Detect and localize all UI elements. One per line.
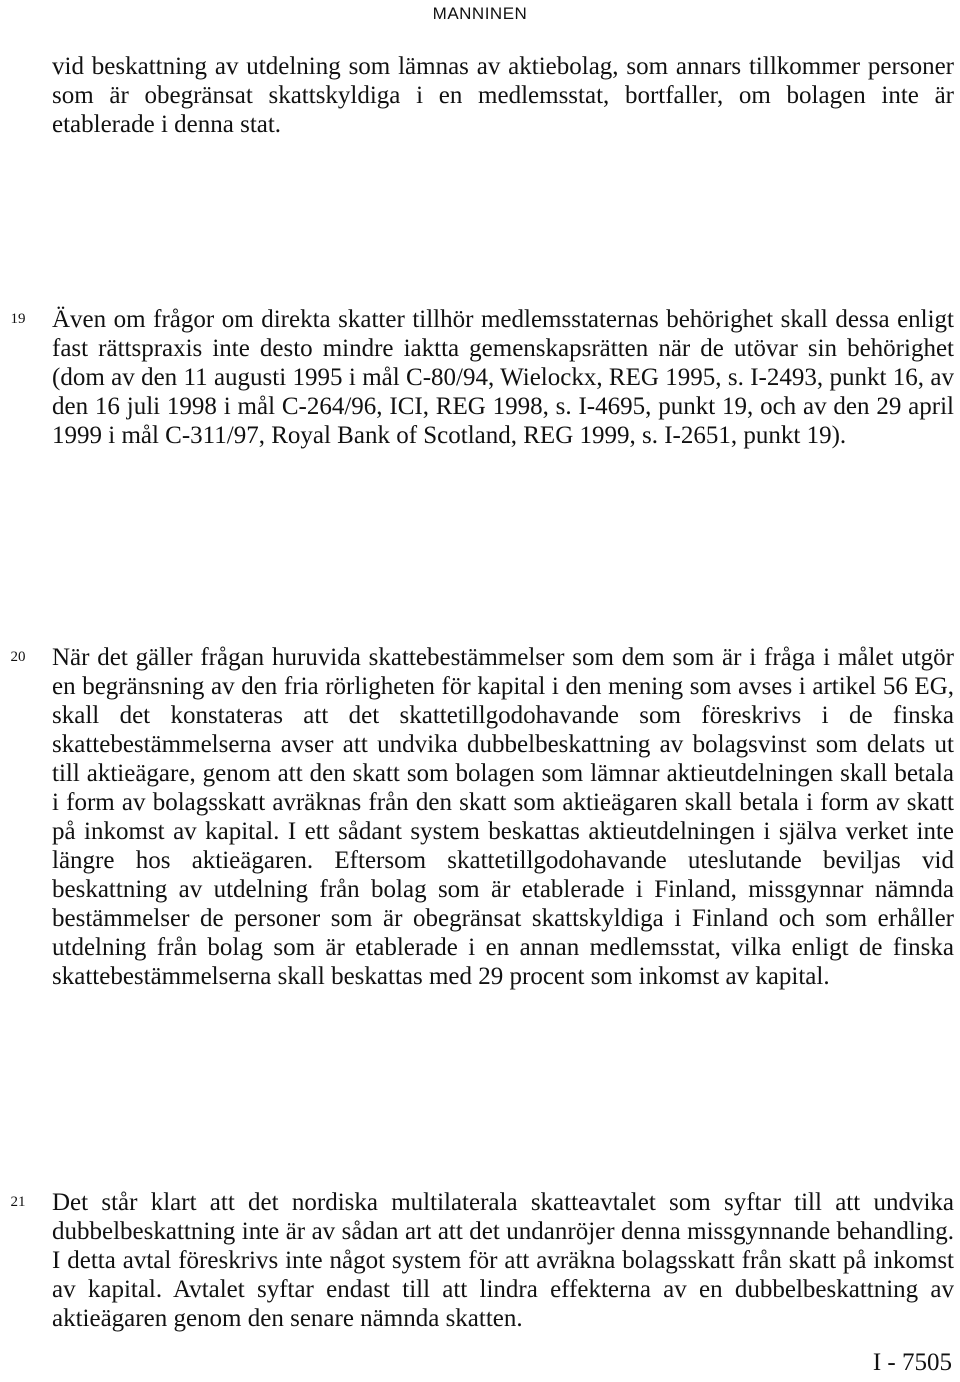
paragraph-number: 19 bbox=[10, 311, 26, 327]
paragraph-21: Det står klart att det nordiska multilaterala skatteavtalet som syftar till att undvika dubbelbeskattning inte är av sådan art att det undanröjer denna missgynnande behandling. I detta avtal föreskrivs inte något system för att avräkna bolagsskatt från skatt på inkomst av kapital. Avtalet syftar endast till att lindra effekterna av en dubbelbeskattning av aktieägaren genom den senare nämnda skatten. bbox=[52, 1189, 954, 1332]
paragraph-continuation: vid beskattning av utdelning som lämnas av aktiebolag, som annars tillkommer personer som är obegränsat skattskyldiga i en medlemsstat, bortfaller, om bolagen inte är etablerade i denna stat. bbox=[52, 53, 954, 138]
page-number: I - 7505 bbox=[872, 1349, 952, 1376]
paragraph-20: När det gäller frågan huruvida skattebestämmelser som dem som är i fråga i målet utgör en begränsning av den fria rörligheten för kapital i den mening som avses i artikel 56 EG, skall det konstateras att det skattetillgodohavande som föreskrivs i de finska skattebestämmelserna avser att undvika dubbelbeskattning av bolagsvinst som delats ut till aktieägare, genom att den skatt som bolagen som lämnar aktieutdelningen skall betala i form av bolagsskatt avräknas från den skatt som aktieägaren skall betala i form av skatt på inkomst av kapital. I ett sådant system beskattas aktieutdelningen i själva verket inte längre hos aktieägaren. Eftersom skattetillgodohavande uteslutande beviljas vid beskattning av utdelning från bolag som är etablerade i Finland, missgynnar nämnda bestämmelser de personer som är obegränsat skattskyldiga i Finland och som erhåller utdelning från bolag som är etablerade i en annan medlemsstat, vilka enligt de finska skattebestämmelserna skall beskattas med 29 procent som inkomst av kapital. bbox=[52, 644, 954, 990]
running-header: MANNINEN bbox=[432, 4, 528, 23]
paragraph-number: 20 bbox=[10, 649, 26, 665]
paragraph-number: 21 bbox=[10, 1194, 26, 1210]
paragraph-19: Även om frågor om direkta skatter tillhör medlemsstaternas behörighet skall dessa enligt fast rättspraxis inte desto mindre iaktta gemenskapsrätten när de utövar sin behörighet (dom av den 11 augusti 1995 i mål C-80/94, Wielockx, REG 1995, s. I-2493, punkt 16, av den 16 juli 1998 i mål C-264/96, ICI, REG 1998, s. I-4695, punkt 19, och av den 29 april 1999 i mål C-311/97, Royal Bank of Scotland, REG 1999, s. I-2651, punkt 19). bbox=[52, 306, 954, 449]
